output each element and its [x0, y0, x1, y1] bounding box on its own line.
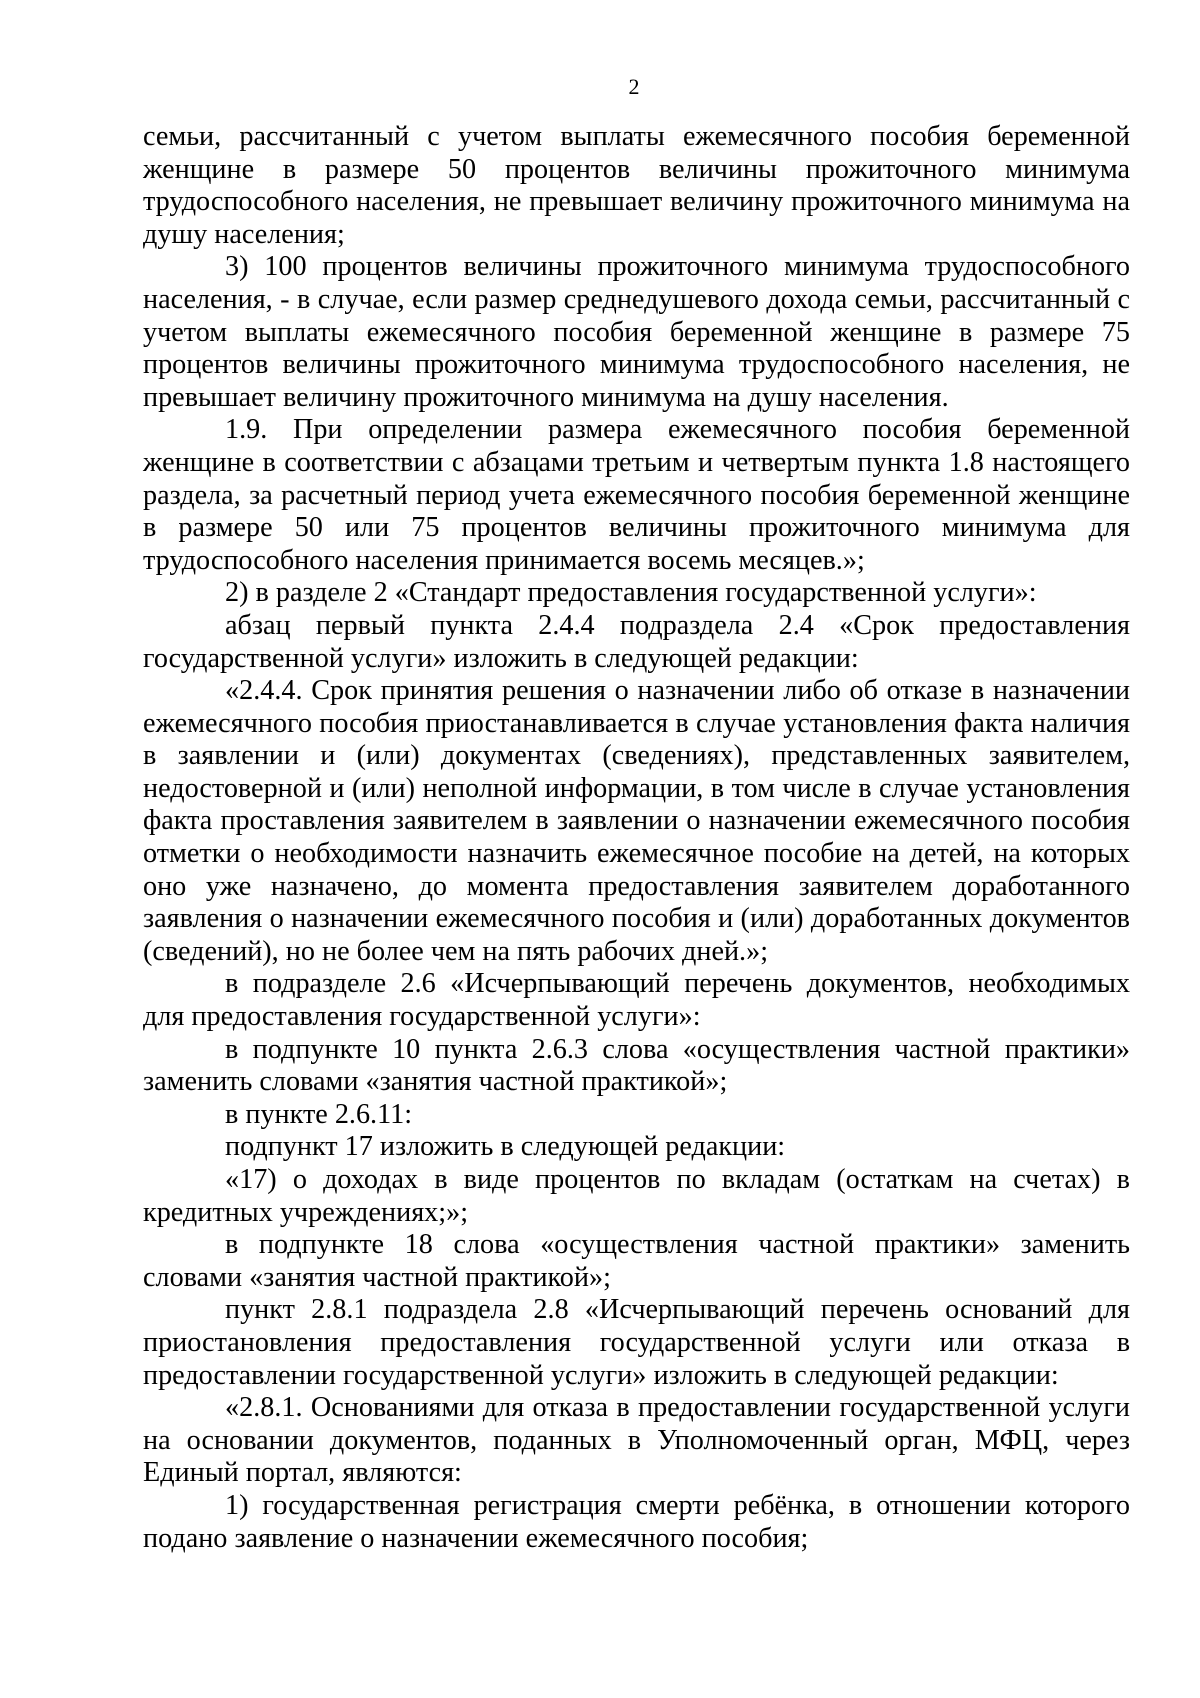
- paragraph-abzac-2-4-4: абзац первый пункта 2.4.4 подраздела 2.4 «Срок предоставления государственной услуги» изложить в следующей редакции:: [143, 609, 1130, 674]
- paragraph-item-3: 3) 100 процентов величины прожиточного минимума трудоспособного населения, - в случае, если размер среднедушевого дохода семьи, рассчитанный с учетом выплаты ежемесячного пособия беременной женщине в размере 75 процентов величины прожиточного минимума трудоспособного населения, не превышает величину прожиточного минимума на душу населения.: [143, 251, 1130, 413]
- page-number: 2: [628, 74, 640, 99]
- paragraph-section-2: 2) в разделе 2 «Стандарт предоставления государственной услуги»:: [225, 577, 1037, 609]
- paragraph-subitem-17: подпункт 17 изложить в следующей редакции:: [225, 1131, 786, 1163]
- paragraph-ground-1: 1) государственная регистрация смерти ребёнка, в отношении которого подано заявление о назначении ежемесячного пособия;: [143, 1489, 1130, 1554]
- paragraph-subitem-18: в подпункте 18 слова «осуществления частной практики» заменить словами «занятия частной практикой»;: [143, 1229, 1130, 1293]
- paragraph-subitem-17-text: «17) о доходах в виде процентов по вкладам (остаткам на счетах) в кредитных учреждениях;»;: [143, 1164, 1130, 1228]
- document-body: [143, 121, 1130, 1555]
- paragraph-clause-2-8-1-text: «2.8.1. Основаниями для отказа в предоставлении государственной услуги на основании документов, поданных в Уполномоченный орган, МФЦ, через Единый портал, являются:: [143, 1392, 1130, 1489]
- paragraph-clause-1-9: 1.9. При определении размера ежемесячного пособия беременной женщине в соответствии с абзацами третьим и четвертым пункта 1.8 настоящего раздела, за расчетный период учета ежемесячного пособия беременной женщине в размере 50 или 75 процентов величины прожиточного минимума для трудоспособного населения принимается восемь месяцев.»;: [143, 414, 1130, 576]
- paragraph-clause-2-8-1: пункт 2.8.1 подраздела 2.8 «Исчерпывающий перечень оснований для приостановления предоставления государственной услуги или отказа в предоставлении государственной услуги» изложить в следующей редакции:: [143, 1294, 1130, 1391]
- paragraph-subsection-2-6: в подразделе 2.6 «Исчерпывающий перечень документов, необходимых для предоставления государственной услуги»:: [143, 968, 1130, 1033]
- paragraph-clause-2-4-4: «2.4.4. Срок принятия решения о назначении либо об отказе в назначении ежемесячного пособия приостанавливается в случае установления факта наличия в заявлении и (или) документах (сведениях), представленных заявителем, недостоверной и (или) неполной информации, в том числе в случае установления факта проставления заявителем в заявлении о назначении ежемесячного пособия отметки о необходимости назначить ежемесячное пособие на детей, на которых оно уже назначено, до момента предоставления заявителем доработанного заявления о назначении ежемесячного пособия и (или) доработанных документов (сведений), но не более чем на пять рабочих дней.»;: [143, 675, 1130, 967]
- paragraph-subitem-10: в подпункте 10 пункта 2.6.3 слова «осуществления частной практики» заменить словами «занятия частной практикой»;: [143, 1033, 1130, 1098]
- paragraph-clause-2-6-11: в пункте 2.6.11:: [225, 1098, 413, 1130]
- paragraph-continuation: семьи, рассчитанный с учетом выплаты ежемесячного пособия беременной женщине в размере 50 процентов величины прожиточного минимума трудоспособного населения, не превышает величину прожиточного минимума на душу населения;: [143, 121, 1130, 250]
